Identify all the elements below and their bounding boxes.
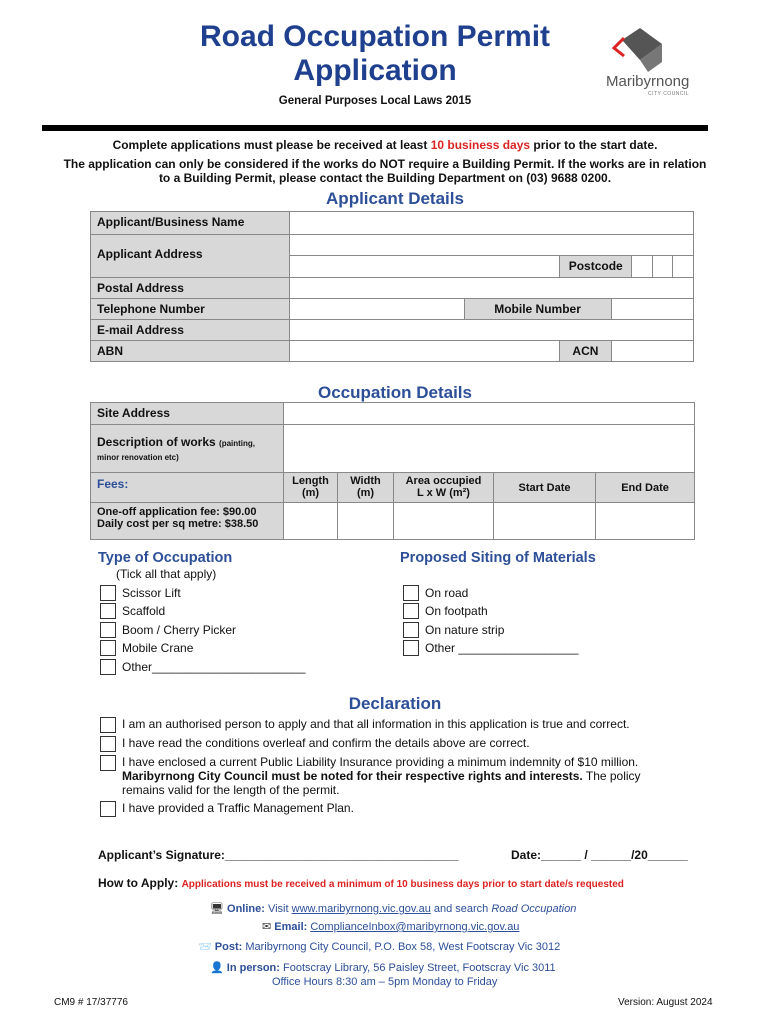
checkbox[interactable] [100, 603, 116, 619]
siting-option-nature-strip[interactable]: On nature strip [403, 622, 504, 638]
area-field[interactable] [394, 503, 494, 540]
checkbox[interactable] [403, 585, 419, 601]
applicant-details-title: Applicant Details [326, 189, 464, 208]
applicant-address-field-2[interactable] [289, 256, 560, 278]
checkbox[interactable] [403, 640, 419, 656]
end-date-field[interactable] [596, 503, 695, 540]
postcode-digit-2[interactable] [652, 256, 673, 278]
council-logo-icon [600, 22, 710, 102]
telephone-field[interactable] [289, 299, 464, 320]
contact-in-person: 👤 In person: Footscray Library, 56 Paisley Street, Footscray Vic 3011 [210, 962, 556, 974]
title-line-1: Road Occupation Permit [199, 20, 551, 53]
postal-address-field[interactable] [289, 278, 693, 299]
header-divider [42, 125, 708, 131]
signature-field[interactable]: Applicant’s Signature:___________________________________ [98, 848, 459, 862]
abn-field[interactable] [289, 341, 560, 362]
email-icon: ✉ [262, 921, 272, 933]
computer-icon: 🖥 [210, 903, 224, 915]
abn-label: ABN [91, 341, 290, 362]
tick-all-hint: (Tick all that apply) [116, 567, 217, 581]
checkbox[interactable] [100, 585, 116, 601]
declaration-item-insurance[interactable]: I have enclosed a current Public Liability Insurance providing a minimum indemnity of $10 million. Maribyrnong City Council must be noted for their respective rights and interests. The policy remains valid for the length of the permit. [100, 755, 690, 797]
checkbox[interactable] [100, 640, 116, 656]
applicant-details-table [90, 211, 694, 362]
site-address-label: Site Address [91, 403, 284, 425]
intro-line-3: to a Building Permit, please contact the Building Department on (03) 9688 0200. [158, 171, 612, 185]
postcode-digit-1[interactable] [632, 256, 653, 278]
checkbox[interactable] [403, 622, 419, 638]
site-address-field[interactable] [284, 403, 695, 425]
email-label: E-mail Address [91, 320, 290, 341]
siting-option-footpath[interactable]: On footpath [403, 603, 488, 619]
fee-details [91, 503, 284, 540]
occupation-option-boom[interactable]: Boom / Cherry Picker [100, 622, 236, 638]
date-field[interactable]: Date:______ / ______/20______ [511, 848, 688, 862]
intro-line-2: The application can only be considered if the works do NOT require a Building Permit. If the works are in relation [63, 157, 707, 171]
applicant-address-label: Applicant Address [91, 235, 290, 278]
acn-label: ACN [560, 341, 611, 362]
siting-option-other[interactable]: Other __________________ [403, 640, 578, 656]
contact-online: 🖥 Online: Visit www.maribyrnong.vic.gov.au and search Road Occupation [210, 903, 577, 915]
start-date-field[interactable] [494, 503, 596, 540]
business-name-field[interactable] [289, 212, 693, 235]
checkbox[interactable] [100, 801, 116, 817]
website-link[interactable]: www.maribyrnong.vic.gov.au [291, 903, 431, 915]
fees-label: Fees: [91, 473, 284, 503]
version-label: Version: August 2024 [618, 997, 713, 1008]
business-days-highlight: 10 business days [430, 138, 531, 152]
occupation-details-title: Occupation Details [318, 383, 472, 402]
length-header: Length (m) [284, 473, 338, 503]
checkbox[interactable] [100, 755, 116, 771]
email-field[interactable] [289, 320, 693, 341]
acn-field[interactable] [611, 341, 693, 362]
postal-address-label: Postal Address [91, 278, 290, 299]
type-of-occupation-title: Type of Occupation [98, 550, 233, 566]
postcode-label: Postcode [560, 256, 632, 278]
mobile-label: Mobile Number [464, 299, 611, 320]
intro-line-1: Complete applications must please be received at least 10 business days prior to the start date. [112, 138, 658, 152]
declaration-title: Declaration [348, 694, 442, 713]
occupation-option-mobile-crane[interactable]: Mobile Crane [100, 640, 193, 656]
description-label: Description of works (painting, minor renovation etc) [91, 425, 284, 473]
occupation-option-scaffold[interactable]: Scaffold [100, 603, 165, 619]
checkbox[interactable] [100, 622, 116, 638]
contact-email: ✉ Email: ComplianceInbox@maribyrnong.vic.gov.au [262, 921, 520, 933]
office-hours: Office Hours 8:30 am – 5pm Monday to Friday [272, 976, 498, 988]
declaration-item-authorised[interactable]: I am an authorised person to apply and that all information in this application is true and correct. [100, 717, 690, 733]
how-to-apply: How to Apply: Applications must be received a minimum of 10 business days prior to start date/s requested [98, 876, 624, 890]
checkbox[interactable] [100, 736, 116, 752]
document-reference: CM9 # 17/37776 [54, 997, 128, 1008]
occupation-option-scissor-lift[interactable]: Scissor Lift [100, 585, 181, 601]
occupation-option-other[interactable]: Other_______________________ [100, 659, 306, 675]
postcode-digit-3[interactable] [673, 256, 694, 278]
start-date-header: Start Date [494, 473, 596, 503]
occupation-details-table [90, 402, 695, 540]
declaration-item-traffic-plan[interactable]: I have provided a Traffic Management Plan. [100, 801, 690, 817]
applicant-address-field[interactable] [289, 235, 693, 256]
siting-option-road[interactable]: On road [403, 585, 468, 601]
checkbox[interactable] [100, 717, 116, 733]
subtitle: General Purposes Local Laws 2015 [278, 95, 472, 107]
proposed-siting-title: Proposed Siting of Materials [400, 550, 596, 566]
length-field[interactable] [284, 503, 338, 540]
logo-name: Maribyrnong [606, 73, 690, 90]
logo-subtitle: CITY COUNCIL [648, 91, 690, 97]
checkbox[interactable] [403, 603, 419, 619]
description-field[interactable] [284, 425, 695, 473]
telephone-label: Telephone Number [91, 299, 290, 320]
business-name-label: Applicant/Business Name [91, 212, 290, 235]
end-date-header: End Date [596, 473, 695, 503]
application-fee: One-off application fee: $90.00 [97, 506, 257, 518]
person-icon: 👤 [210, 962, 224, 974]
title-line-2: Application [293, 54, 457, 87]
width-header: Width (m) [338, 473, 394, 503]
checkbox[interactable] [100, 659, 116, 675]
mobile-field[interactable] [611, 299, 693, 320]
email-link[interactable]: ComplianceInbox@maribyrnong.vic.gov.au [310, 921, 520, 933]
area-header: Area occupied L x W (m²) [394, 473, 494, 503]
declaration-item-conditions[interactable]: I have read the conditions overleaf and confirm the details above are correct. [100, 736, 690, 752]
width-field[interactable] [338, 503, 394, 540]
mail-icon: 📨 [198, 941, 212, 953]
page-title [150, 20, 600, 88]
contact-post: 📨 Post: Maribyrnong City Council, P.O. Box 58, West Footscray Vic 3012 [198, 941, 561, 953]
daily-cost: Daily cost per sq metre: $38.50 [97, 518, 259, 530]
